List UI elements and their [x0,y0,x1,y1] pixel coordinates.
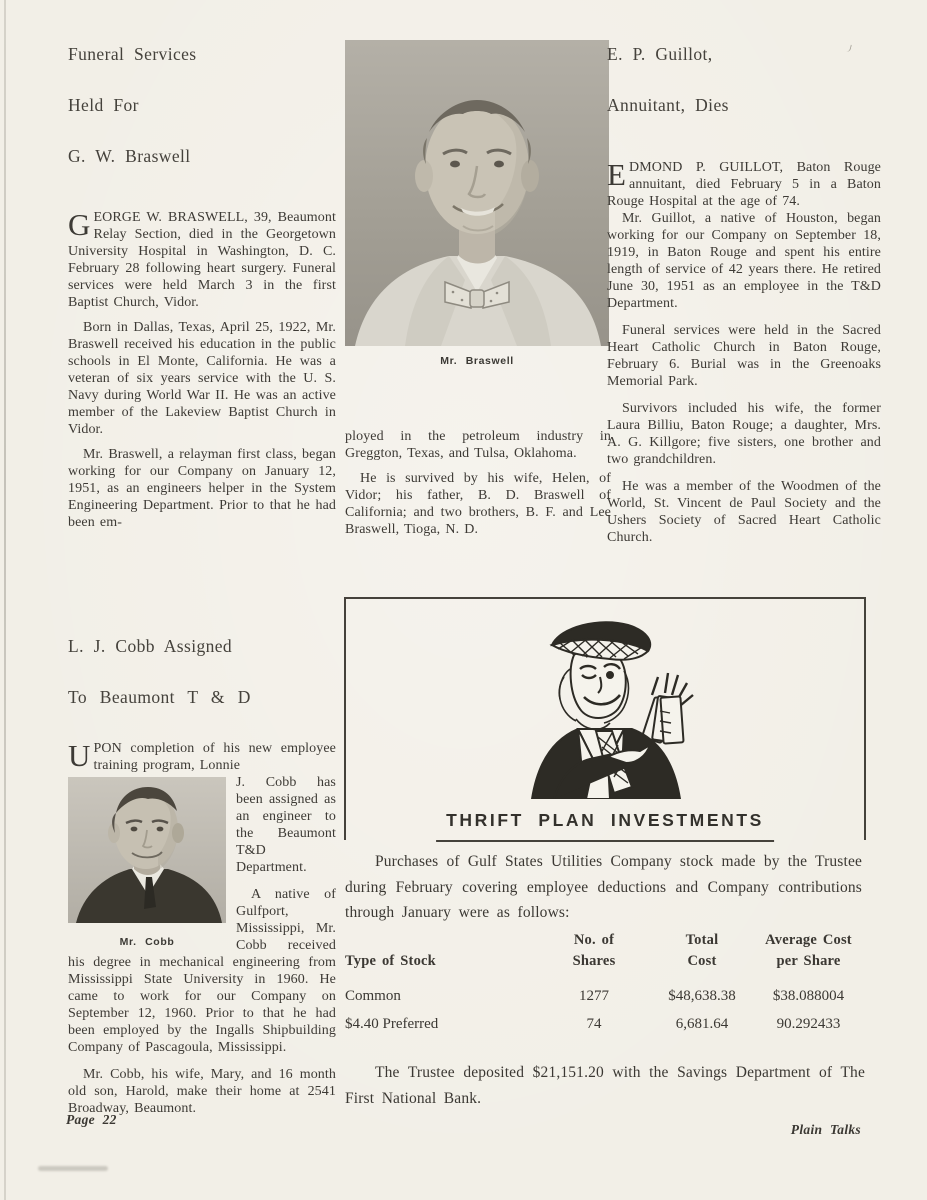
table-cell: 90.292433 [776,1016,841,1032]
drop-cap: E [607,157,627,192]
paragraph: Mr. Braswell, a relayman first class, began working for our Company on January 12, 1951, as an engineers helper in the System Engineering Department. Prior to that he had been em- [68,447,336,530]
paragraph: Funeral services were held in the Sacred Heart Catholic Church in Baton Rouge, February 6. Burial was in the Greenoaks Memorial Park. [607,323,881,389]
footer-magazine-name: Plain Talks [790,1122,861,1137]
title-line: L. J. Cobb Assigned [68,636,233,656]
title-line: E. P. Guillot, [607,44,713,64]
photo-cobb [68,777,226,951]
table-cell: $48,638.38 [668,988,736,1004]
paragraph [68,209,336,311]
paragraph: He was a member of the Woodmen of the World, St. Vincent de Paul Society and the Ushers Society of Sacred Heart Catholic Church. [607,479,881,545]
scan-edge [4,0,6,1200]
title-line: Held For [68,95,139,115]
drop-cap: G [68,207,91,242]
thrift-plan-heading: THRIFT PLAN INVESTMENTS [436,810,774,842]
article-guillot [607,44,881,546]
table-cell: 74 [586,1016,602,1032]
thrift-plan-box [344,597,866,840]
paragraph: J. Cobb has been assigned as an engineer to the Beaumont T&D Department. [236,775,336,875]
table-cell: 1277 [579,988,609,1004]
title-line: Funeral Services [68,44,197,64]
article-braswell [68,44,336,531]
article-braswell-title [68,44,336,167]
photo-caption: Mr. Braswell [440,355,514,367]
table-header-cell: Type of Stock [345,953,436,969]
article-cobb-body [68,740,336,1117]
article-braswell-body [68,209,336,531]
paragraph: ployed in the petroleum industry in Greggton, Texas, and Tulsa, Oklahoma. [345,429,611,461]
paragraph: Mr. Guillot, a native of Houston, began working for our Company on September 18, 1919, in Baton Rouge and spent his entire length of service of 42 years there. He retired June 30, 1951 as an employee in the T&D Department. [607,211,881,311]
title-line: G. W. Braswell [68,146,191,166]
paragraph: Survivors included his wife, the former Laura Billiu, Baton Rouge; a daughter, Mrs. A. G. Killgore; five sisters, one brother and two grandchildren. [607,401,881,467]
table-header-cell: Average Cost per Share [765,932,852,969]
paragraph: Mr. Cobb, his wife, Mary, and 16 month old son, Harold, make their home at 2541 Broadway, Beaumont. [68,1067,336,1116]
footer-page-number: Page 22 [66,1112,117,1127]
cobb-portrait-image [68,777,226,923]
table-cell: 6,681.64 [675,1016,729,1032]
paragraph-text: EORGE W. BRASWELL, 39, Beaumont Relay Section, died in the Georgetown University Hospital in Washington, D. C. February 28 following heart surgery. Funeral services were held March 3 in the first Baptist Church, Vidor. [68,210,336,310]
paragraph: Purchases of Gulf States Utilities Company stock made by the Trustee during February covering employee deductions and Company contributions through January were as follows: [345,853,862,921]
table-header-cell: Total Cost [685,932,719,969]
article-cobb-title [68,636,336,708]
scan-smudge [38,1166,108,1171]
table-row [345,982,861,1010]
title-line: Annuitant, Dies [607,95,729,115]
article-guillot-title [607,44,881,116]
paragraph: The Trustee deposited $21,151.20 with the Savings Department of The First National Bank. [345,1064,865,1107]
table-row [345,1010,861,1038]
article-cobb [68,636,336,1117]
thrift-intro [345,849,862,926]
photo-caption: Mr. Cobb [119,936,175,948]
paragraph [607,159,881,210]
table-cell: $38.088004 [772,988,845,1004]
table-cell: Common [345,988,401,1004]
article-braswell-continued [345,428,611,538]
drop-cap: U [68,738,91,773]
table-cell: $4.40 Preferred [345,1016,439,1032]
paragraph-text: DMOND P. GUILLOT, Baton Rouge annuitant, died February 5 in a Baton Rouge Hospital at the age of 74. [607,160,881,209]
paragraph: A native of Gulfport, Mississippi, Mr. Cobb received his degree in mechanical engineering from Mississippi State University in 1960. He came to work for our Company on September 12, 1960. Prior to that he had been employed by the Ingalls Shipbuilding Company of Pascagoula, Mississippi. [68,887,336,1055]
thrifty-scotsman-cartoon-icon [490,611,720,804]
table-header-cell: No. of Shares [572,932,616,969]
paragraph: Born in Dallas, Texas, April 25, 1922, Mr. Braswell received his education in the public schools in El Monte, California. He was a veteran of six years service with the U. S. Navy during World War II. He was an active member of the Lakeview Baptist Church in Vidor. [68,320,336,437]
paragraph-text: PON completion of his new employee training program, Lonnie [93,741,336,773]
thrift-closing [345,1060,865,1111]
paragraph [68,740,336,774]
title-line: To Beaumont T & D [68,687,251,707]
thrift-table [345,930,861,1038]
braswell-portrait-image [345,40,609,346]
photo-braswell [345,40,609,367]
table-header-row [345,930,861,976]
paragraph: He is survived by his wife, Helen, of Vidor; his father, B. D. Braswell of California; and two brothers, B. F. and Lee Braswell, Tioga, N. D. [345,471,611,537]
article-guillot-body [607,159,881,546]
